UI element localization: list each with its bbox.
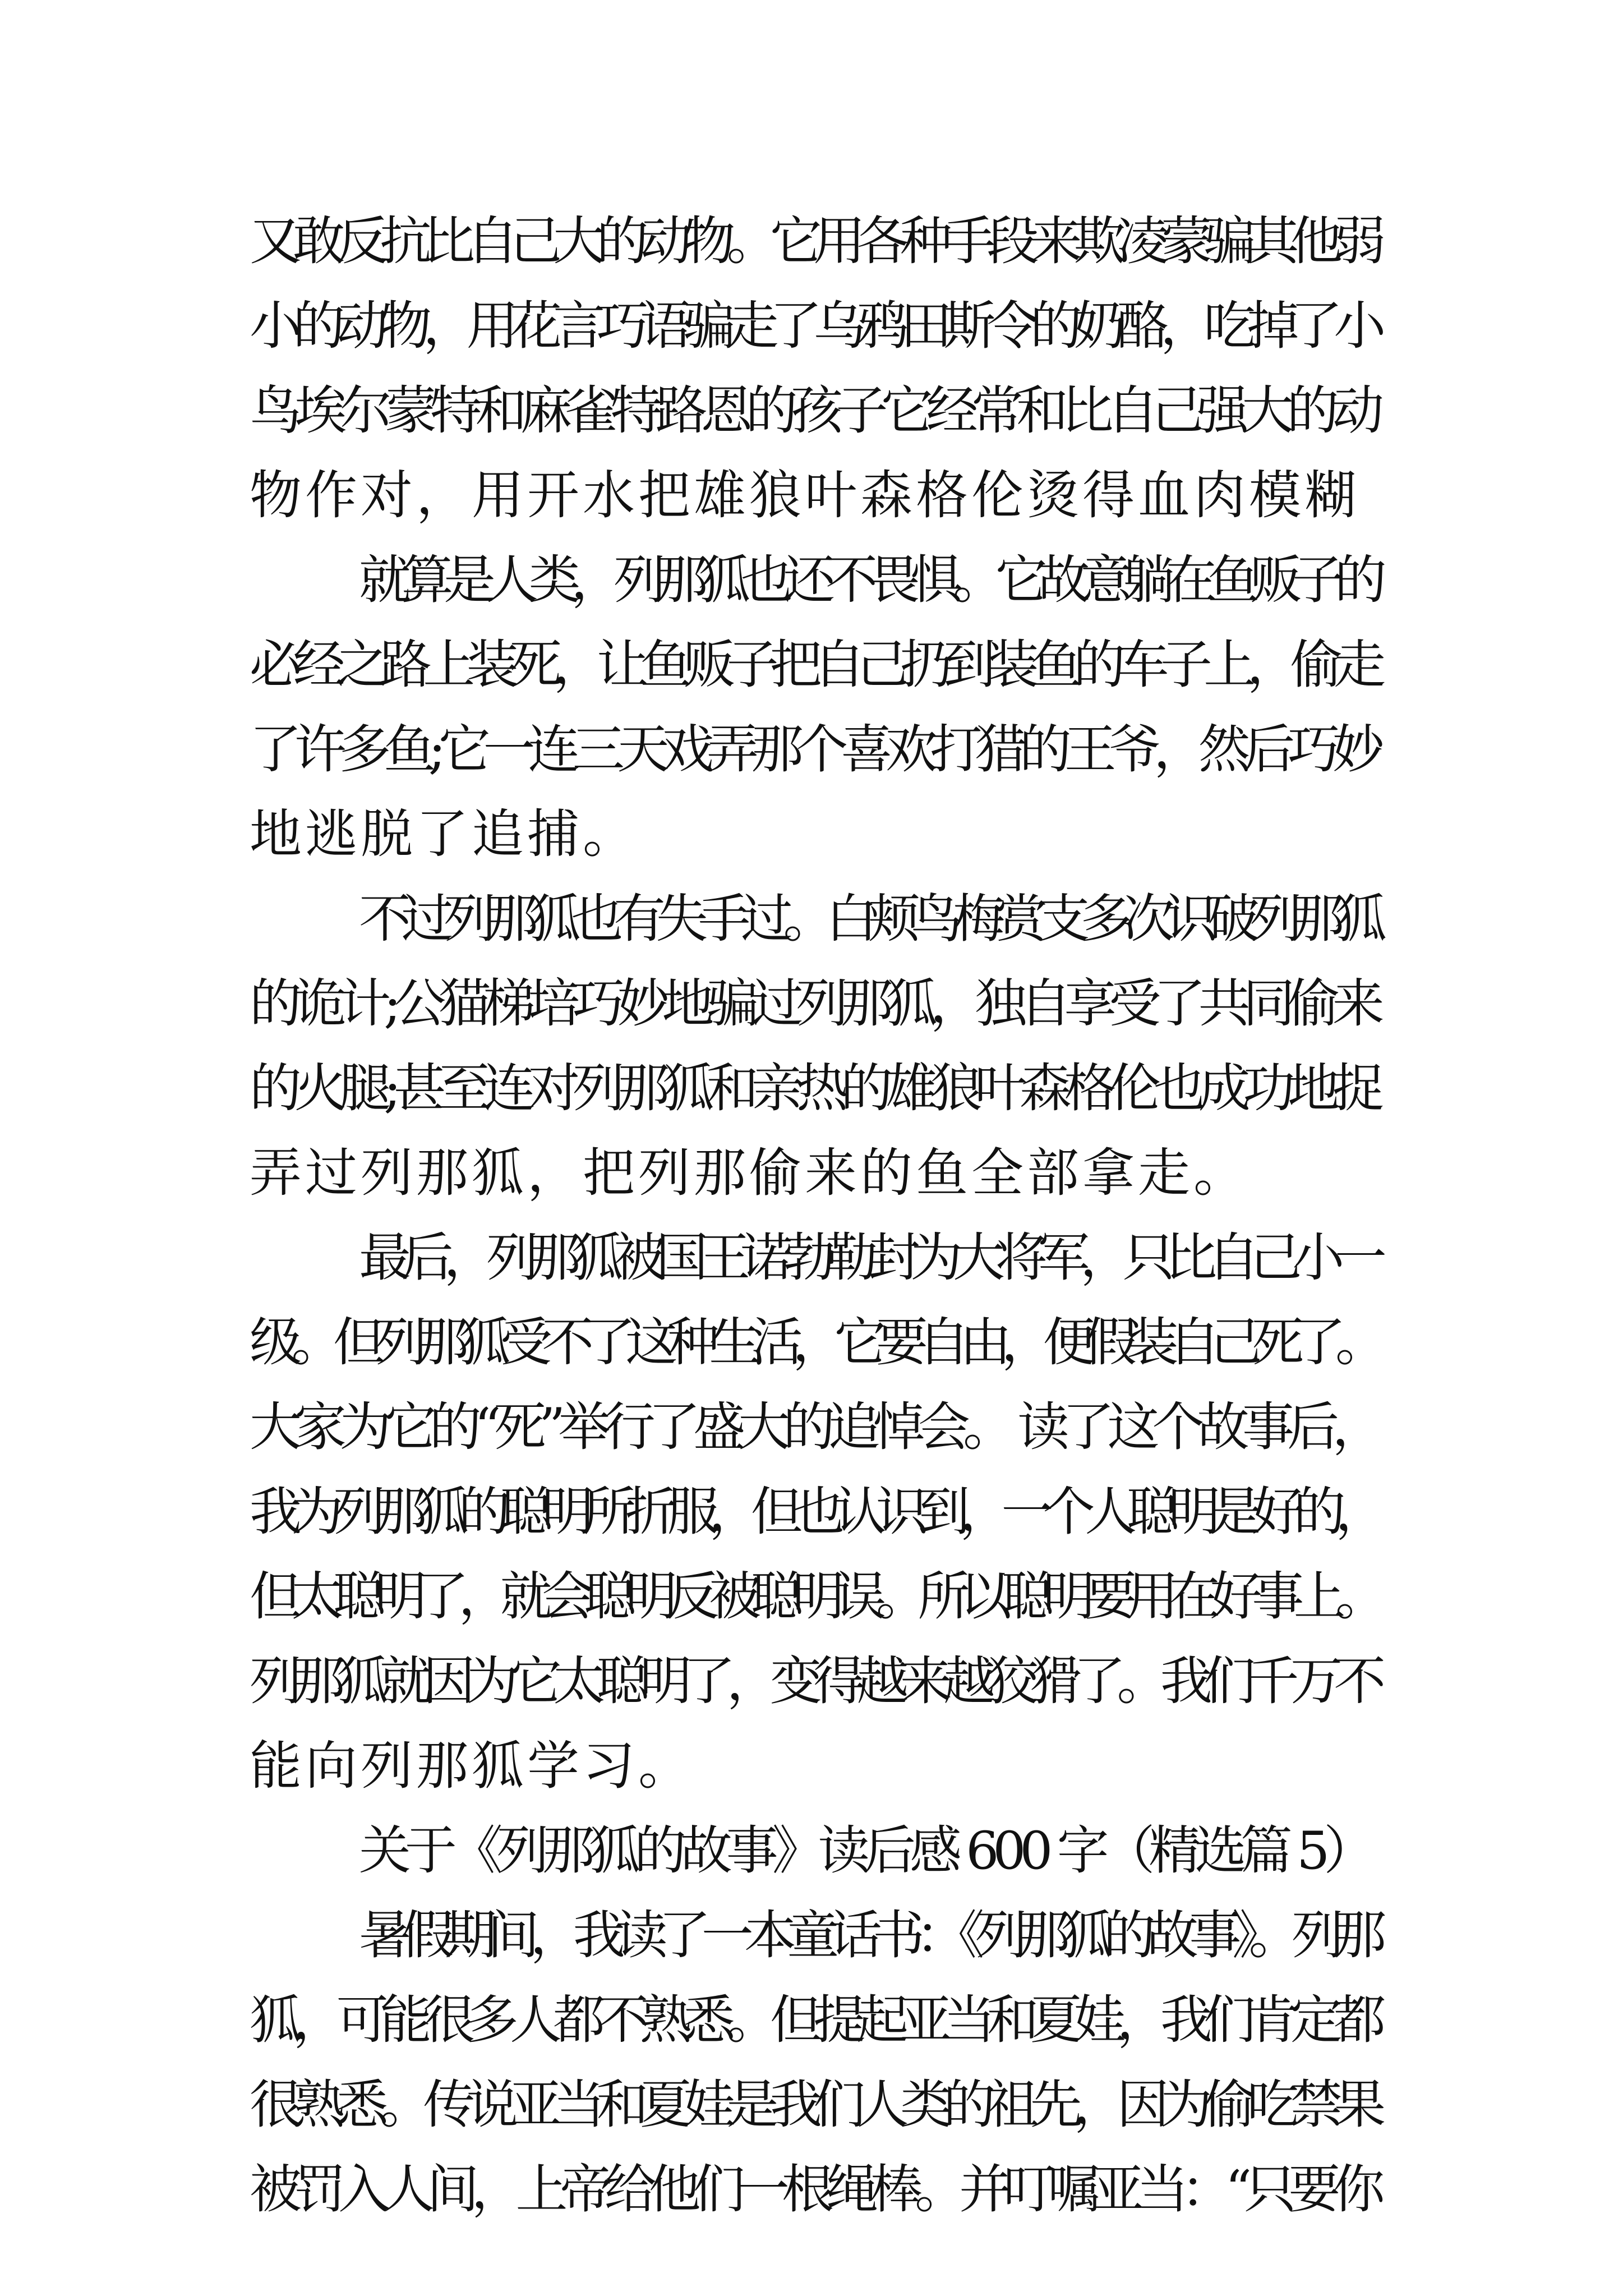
paragraph (250, 199, 1377, 538)
section-heading (250, 1809, 1377, 1893)
text-line: 弄过列那狐，把列那偷来的鱼全部拿走。 (250, 1143, 1249, 1203)
text-line: 就算是人类，列那狐也还不畏惧。它故意躺在鱼贩子的 (359, 550, 1377, 610)
text-line: 鸟埃尔蒙特和麻雀特路恩的孩子它经常和比自己强大的动 (250, 380, 1377, 441)
document-body (250, 199, 1377, 2232)
paragraph (250, 877, 1377, 1216)
text-line: 大家为它的“死”举行了盛大的追悼会。 读了这个故事后， (250, 1397, 1377, 1457)
text-line: 很熟悉。传说亚当和夏娃是我们人类的祖先，因为偷吃禁果 (250, 2074, 1377, 2135)
text-line: 又敢反抗比自己大的动物。它用各种手段来欺凌蒙骗其他弱 (250, 211, 1377, 272)
paragraph (250, 1893, 1377, 2232)
text-line: 级。但列那狐受不了这种生活，它要自由，便假装自己死了。 (250, 1312, 1377, 1373)
text-line: 的火腿;甚至连对列那狐和亲热的雄狼叶森格伦也成功地捉 (250, 1058, 1377, 1119)
text-line: 被罚入人间，上帝给他们一根绳棒。并叮嘱亚当：“只要你 (250, 2159, 1377, 2220)
text-line: 了许多鱼;它一连三天戏弄那个喜欢打猎的王爷，然后巧妙 (250, 719, 1377, 780)
text-line: 暑假期间，我读了一本童话书：《列那狐的故事》。列那 (359, 1905, 1377, 1966)
text-line: 小的动物，用花言巧语骗走了乌鸦田斯令的奶酪，吃掉了小 (250, 296, 1377, 356)
text-line: 的诡计;公猫梯培巧妙地骗过列那狐，独自享受了共同偷来 (250, 973, 1377, 1034)
text-line: 列那狐就因为它太聪明了，变得越来越狡猾了。我们千万不 (250, 1651, 1377, 1711)
paragraph (250, 538, 1377, 877)
paragraph (250, 1216, 1377, 1809)
text-line: 最后，列那狐被国王诺勃勒封为大将军，只比自己小一 (359, 1227, 1377, 1288)
text-line: 能向列那狐学习。 (250, 1736, 694, 1796)
text-line: 狐，可能很多人都不熟悉。但提起亚当和夏娃，我们肯定都 (250, 1990, 1377, 2050)
text-line: 我为列那狐的聪明所折服，但也认识到，一个人聪明是好的， (250, 1481, 1377, 1542)
text-line: 必经之路上装死，让鱼贩子把自己扔到装鱼的车子上，偷走 (250, 634, 1377, 695)
heading-text: 关于《列那狐的故事》读后感 600 字（精选篇 5） (359, 1820, 1370, 1881)
text-line: 地逃脱了追捕。 (250, 804, 638, 864)
text-line: 但太聪明了，就会聪明反被聪明误。所以聪明要用在好事上。 (250, 1566, 1377, 1627)
text-line: 物作对，用开水把雄狼叶森格伦烫得血肉模糊 (250, 465, 1360, 526)
text-line: 不过列那狐也有失手过。白颊鸟梅赏支多次识破列那狐 (359, 889, 1377, 949)
